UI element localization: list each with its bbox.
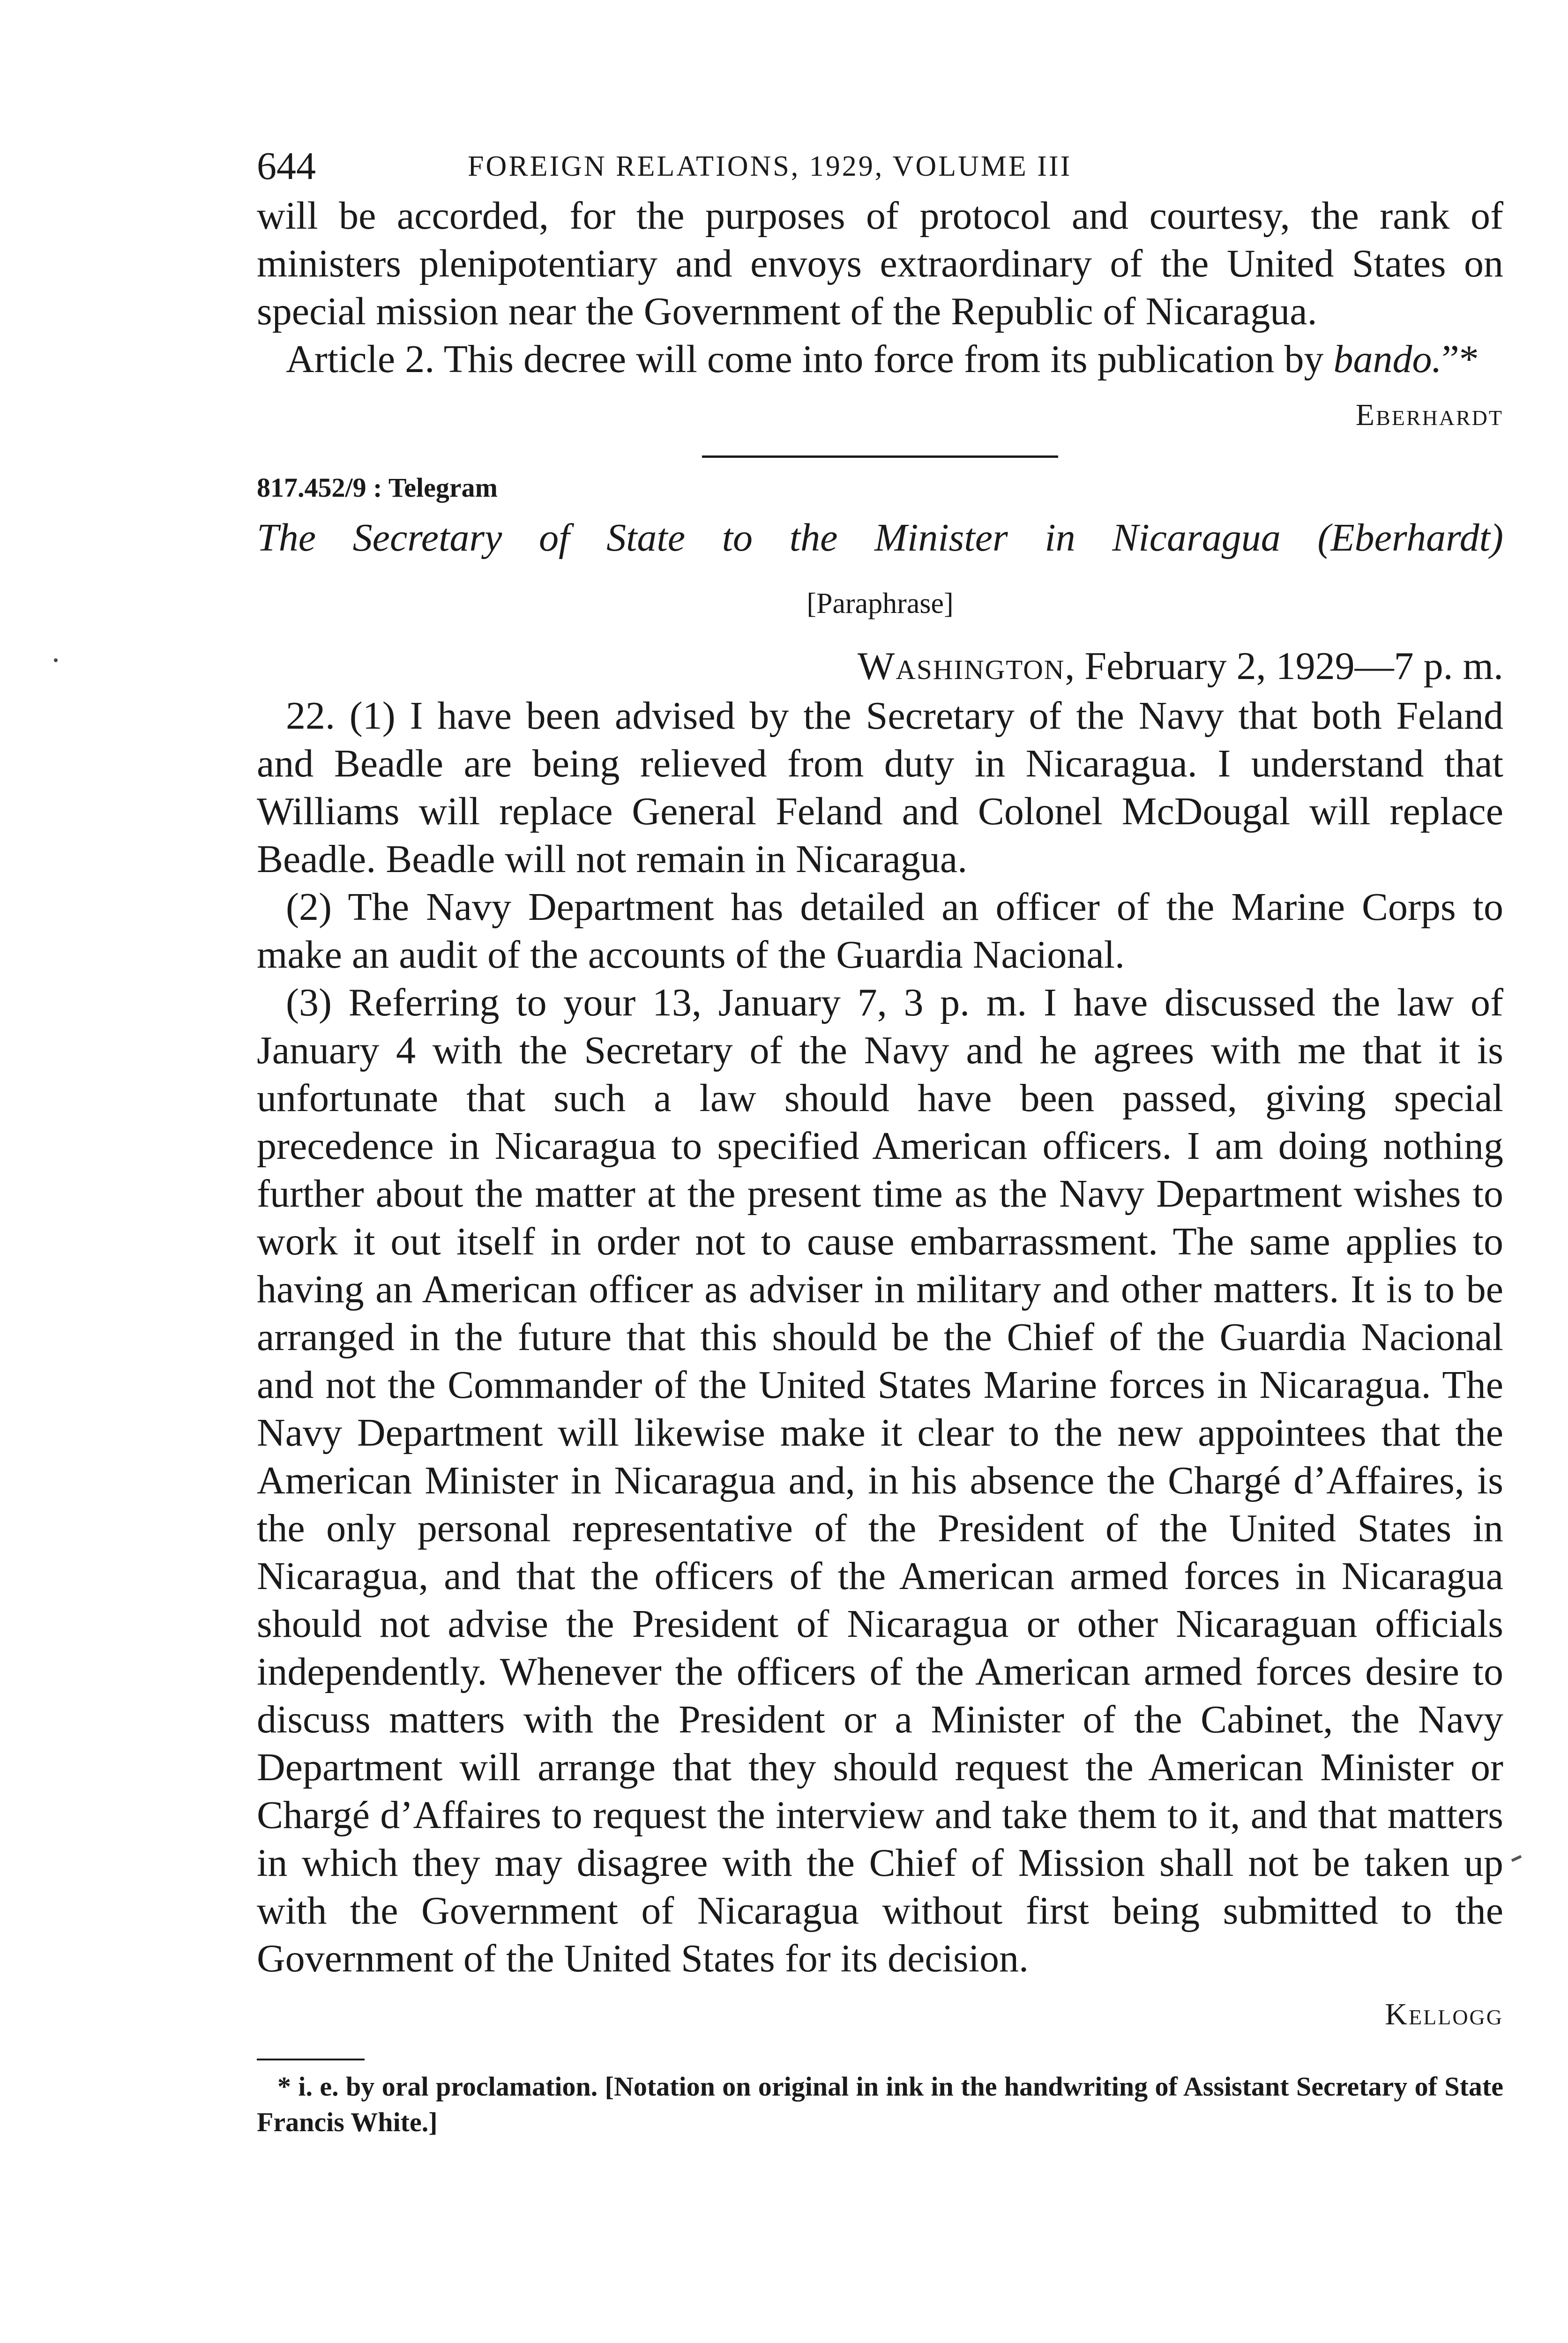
article-2-end: ”*	[1441, 337, 1479, 381]
section-separator	[702, 455, 1058, 458]
signature-kellogg: Kellogg	[1385, 1997, 1503, 2031]
paraphrase-note: [Paraphrase]	[806, 588, 954, 619]
footnote-text: i. e. by oral proclamation. [Notation on original in ink in the handwriting of Assistant Secretary of State Francis White.]	[257, 2071, 1503, 2137]
telegram-paragraph-2: (2) The Navy Department has detailed an officer of the Marine Corps to make an audit of the accounts of the Guardia Nacional.	[257, 885, 1503, 977]
article-2-paragraph	[257, 336, 1503, 383]
scan-mark	[1511, 1855, 1522, 1862]
continued-paragraph: will be accorded, for the purposes of protocol and courtesy, the rank of ministers plenipotentiary and envoys extraordinary of the United States on special mission near the Government of the Republic of Nicaragua.	[257, 194, 1503, 333]
footnote	[257, 2069, 1503, 2140]
footnote-marker: *	[277, 2071, 291, 2102]
article-2-text: Article 2. This decree will come into force from its publication by	[286, 337, 1334, 381]
telegram-paragraph-3: (3) Referring to your 13, January 7, 3 p. m. I have discussed the law of January 4 with the Secretary of the Navy and he agrees with me that it is unfortunate that such a law should have been passed, giving special precedence in Nicaragua to specified American officers. I am doing nothing further about the matter at the present time as the Navy Department wishes to work it out itself in order not to cause embarrassment. The same applies to having an American officer as adviser in military and other matters. It is to be arranged in the future that this should be the Chief of the Guardia Nacional and not the Commander of the United States Marine forces in Nicaragua. The Navy Department will likewise make it clear to the new appointees that the American Minister in Nicaragua and, in his absence the Chargé d’Affaires, is the only personal representative of the President of the United States in Nicaragua, and that the officers of the American armed forces in Nicaragua should not advise the President of Nicaragua or other Nicaraguan officials independently. Whenever the officers of the American armed forces desire to discuss matters with the President or a Minister of the Cabinet, the Navy Department will arrange that they should request the American Minister or Chargé d’Affaires to request the interview and take them to it, and that matters in which they may disagree with the Chief of Mission shall not be taken up with the Government of Nicaragua without first being submitted to the Government of the United States for its decision.	[257, 981, 1503, 1980]
footnote-rule	[257, 2059, 365, 2060]
page	[257, 141, 1503, 2140]
telegram-paragraph-1: 22. (1) I have been advised by the Secretary of the Navy that both Feland and Beadle are being relieved from duty in Nicaragua. I understand that Williams will replace General Feland and Colonel McDougal will replace Beadle. Beadle will not remain in Nicaragua.	[257, 694, 1503, 881]
dateline-date: , February 2, 1929—7 p. m.	[1065, 644, 1503, 688]
document-title: The Secretary of State to the Minister in Nicaragua (Eberhardt)	[257, 516, 1503, 560]
running-head-title: FOREIGN RELATIONS, 1929, VOLUME III	[468, 150, 1072, 182]
file-reference: 817.452/9 : Telegram	[257, 472, 498, 503]
scan-speck	[54, 658, 58, 662]
dateline-place: Washington	[858, 644, 1065, 688]
dateline	[257, 641, 1503, 692]
page-number: 644	[257, 144, 316, 188]
running-head	[257, 141, 1503, 192]
article-2-italic: bando.	[1333, 337, 1442, 381]
signature-eberhardt: Eberhardt	[1355, 398, 1503, 432]
